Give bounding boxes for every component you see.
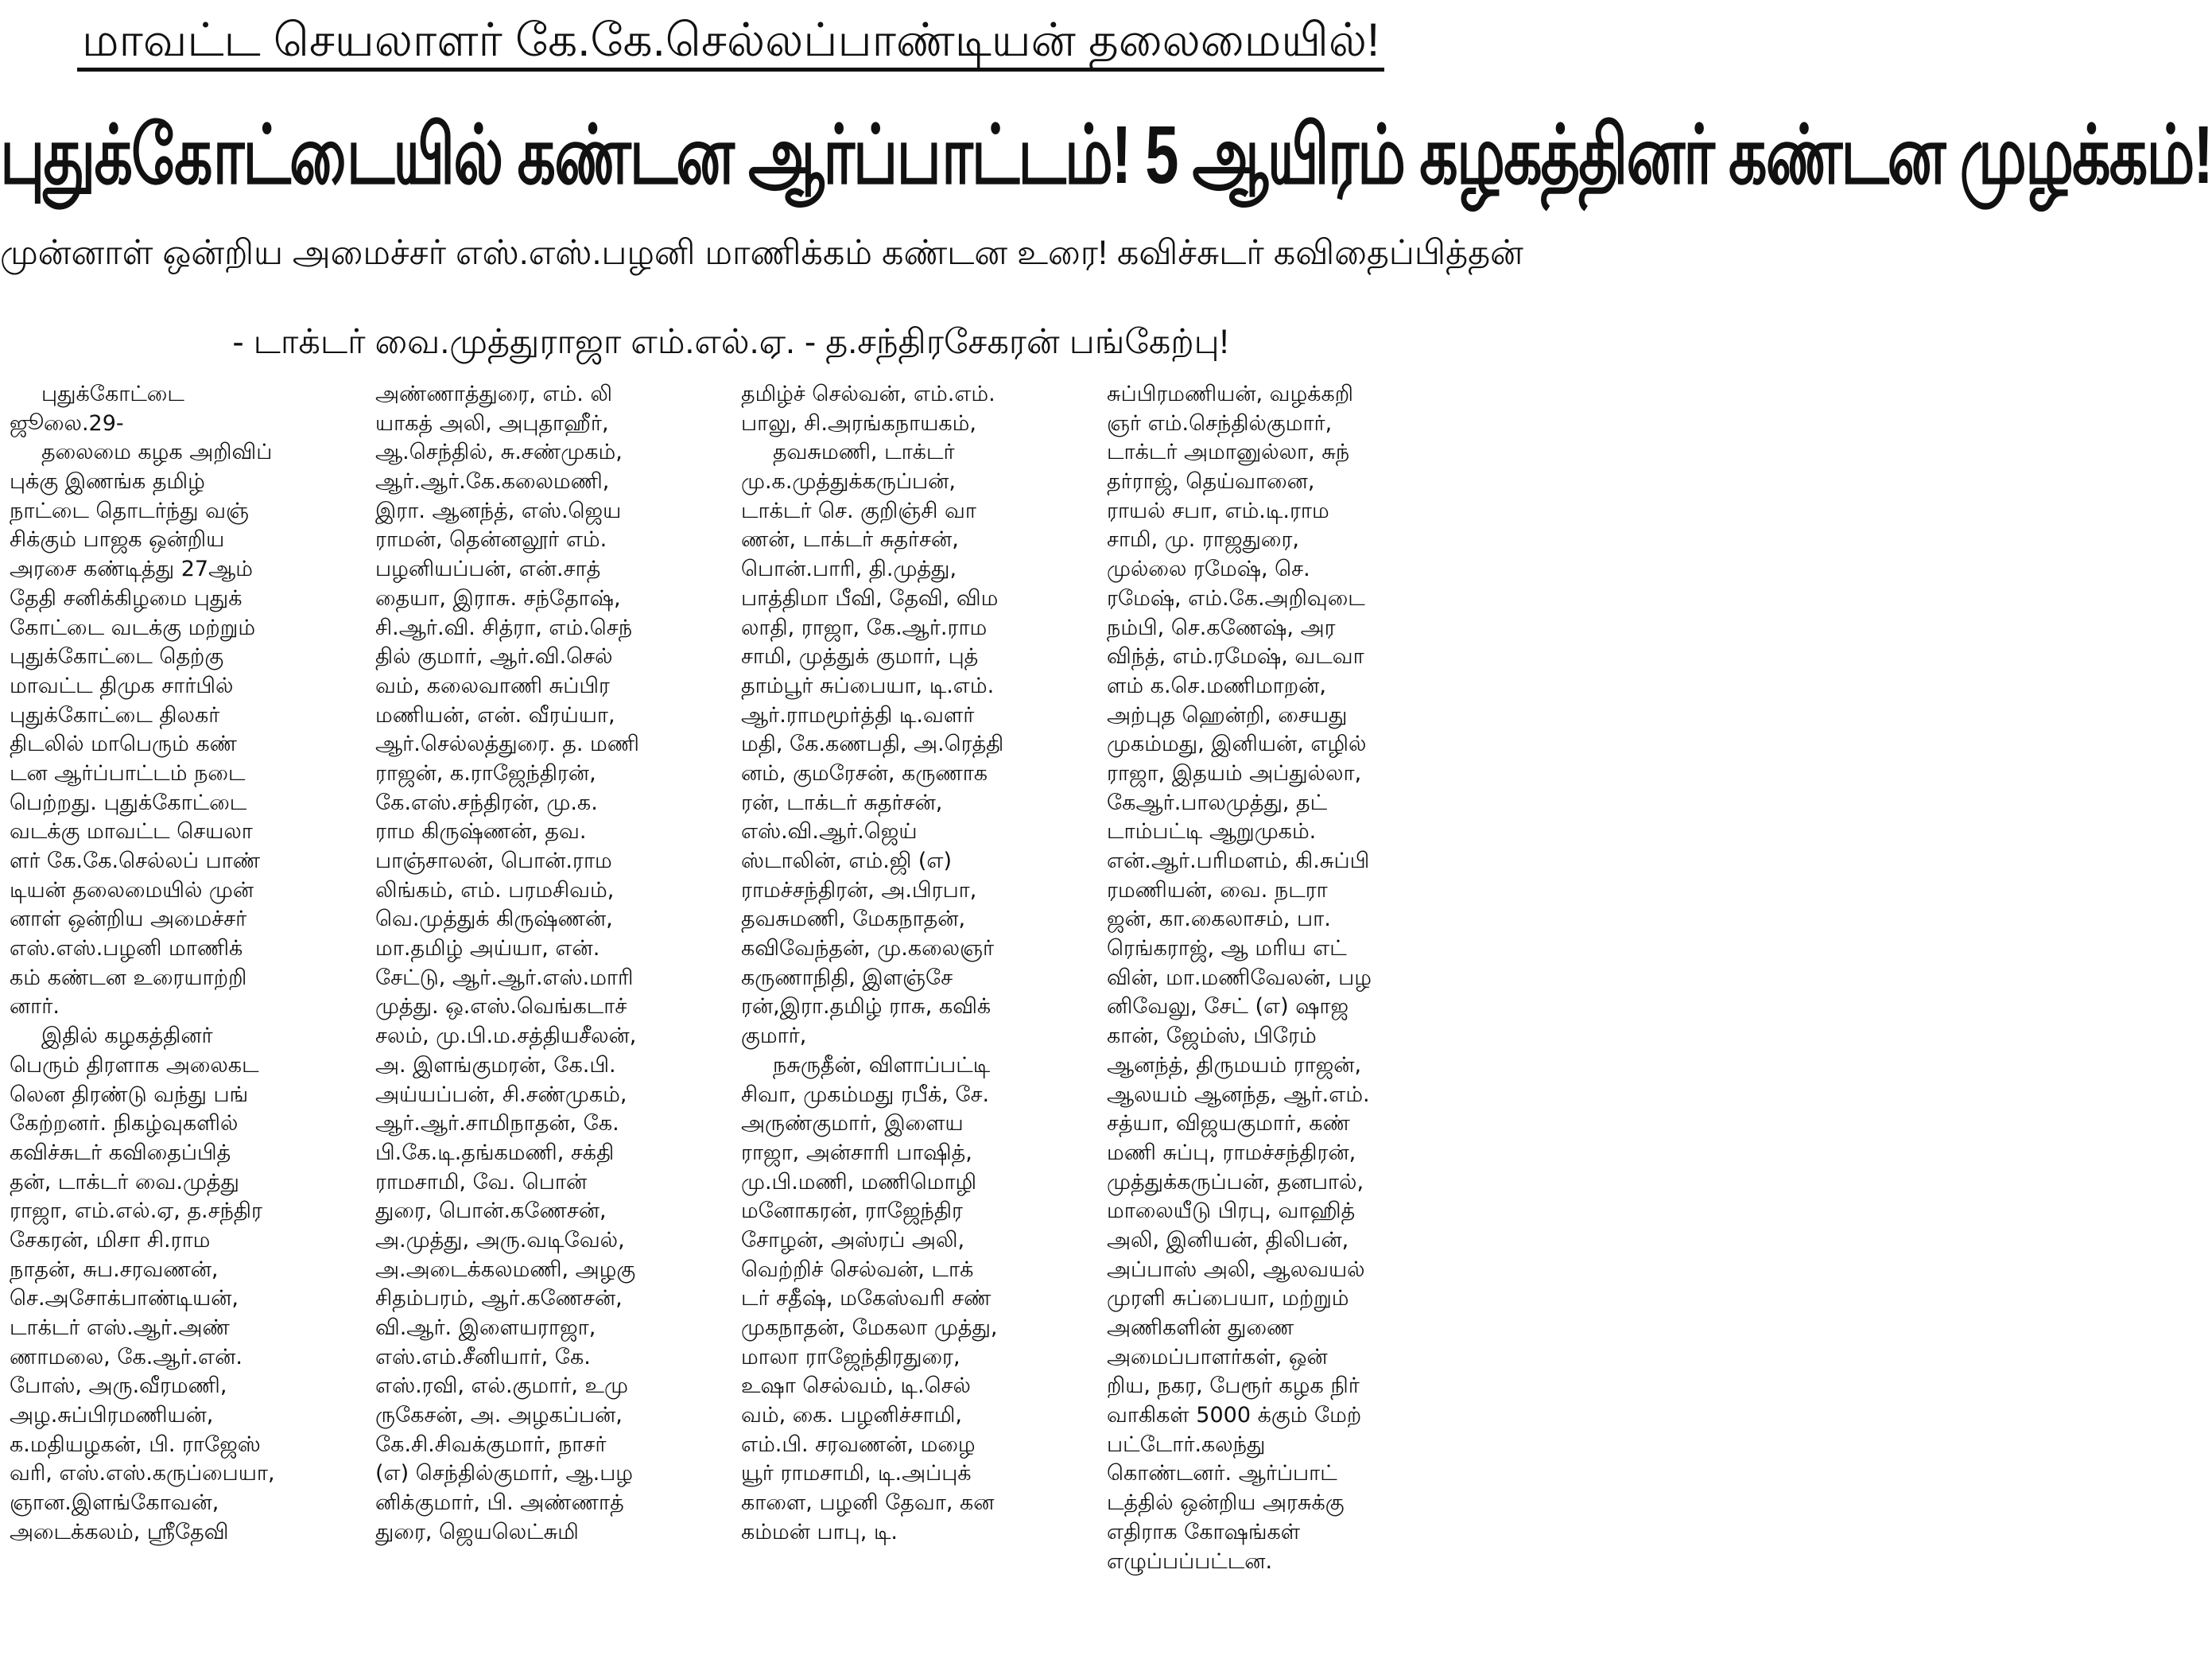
article-line: யாகத் அலி, அபுதாஹீர், — [375, 410, 609, 436]
article-body — [10, 380, 1453, 1653]
article-line: தர்ராஜ், தெய்வானை, — [1107, 469, 1315, 495]
article-line: கான், ஜேம்ஸ், பிரேம் — [1107, 1024, 1317, 1049]
article-line: கருணாநிதி, இளஞ்சே — [741, 965, 953, 990]
article-line: மாவட்ட திமுக சார்பில் — [10, 673, 234, 698]
article-line: உஷா செல்வம், டி.செல் — [741, 1373, 971, 1399]
article-line: புதுக்கோட்டை — [41, 382, 184, 406]
article-line: கே.சி.சிவக்குமார், நாசர் — [375, 1432, 607, 1457]
article-line: அற்புத ஹென்றி, சையது — [1107, 702, 1348, 728]
article-line: சிக்கும் பாஜக ஒன்றிய — [10, 527, 225, 553]
article-line: எதிராக கோஷங்கள் — [1107, 1519, 1301, 1544]
article-line: அலி, இனியன், திலிபன், — [1107, 1227, 1349, 1253]
article-line: மாலையீடு பிரபு, வாஹித் — [1107, 1199, 1356, 1224]
article-line: புதுக்கோட்டை தெற்கு — [10, 644, 224, 670]
article-line: ரெங்கராஜ், ஆ மரிய எட் — [1107, 936, 1347, 962]
article-line: சுப்பிரமணியன், வழக்கறி — [1107, 382, 1353, 406]
article-line: பெரும் திரளாக அலைகட — [10, 1052, 259, 1078]
article-line: அருண்குமார், இளைய — [741, 1111, 964, 1136]
article-line: இதில் கழகத்தினர் — [41, 1024, 213, 1049]
article-line: மு.பி.மணி, மணிமொழி — [741, 1169, 977, 1195]
article-line: சாமி, மு. ராஜதுரை, — [1107, 527, 1300, 553]
article-line: எஸ்.வி.ஆர்.ஜெய் — [741, 819, 918, 845]
article-line: ஆ.செந்தில், சு.சண்முகம், — [375, 440, 623, 465]
article-column-4 — [1107, 380, 1453, 1653]
article-line: வி.ஆர். இளையராஜா, — [375, 1315, 596, 1340]
article-line: முல்லை ரமேஷ், செ. — [1107, 557, 1310, 582]
article-line: கவிவேந்தன், மு.கலைஞர் — [741, 936, 995, 962]
article-line: துரை, பொன்.கணேசன், — [375, 1199, 607, 1224]
article-line: னார். — [10, 994, 60, 1020]
article-line: வின், மா.மணிவேலன், பழ — [1107, 965, 1372, 990]
article-line: டாக்டர் எஸ்.ஆர்.அண் — [10, 1315, 230, 1340]
article-line: க.மதியழகன், பி. ராஜேஸ் — [10, 1432, 261, 1457]
article-line: மதி, கே.கணபதி, அ.ரெத்தி — [741, 732, 1004, 757]
article-line: பி.கே.டி.தங்கமணி, சக்தி — [375, 1140, 615, 1165]
article-line: ஸ்டாலின், எம்.ஜி (எ) — [741, 849, 952, 873]
article-line: ரன், டாக்டர் சுதர்சன், — [741, 790, 943, 815]
article-line: டாக்டர் அமானுல்லா, சுந் — [1107, 440, 1350, 465]
article-line: வரி, எஸ்.எஸ்.கருப்பையா, — [10, 1461, 275, 1486]
article-line: அரசை கண்டித்து 27ஆம் — [10, 557, 253, 582]
article-line: ருகேசன், அ. அழகப்பன், — [375, 1403, 623, 1428]
article-line: பாத்திமா பீவி, தேவி, விம — [741, 585, 999, 611]
article-line: ராஜா, அன்சாரி பாஷித், — [741, 1140, 972, 1165]
article-line: னிக்குமார், பி. அண்ணாத் — [375, 1490, 624, 1516]
article-line: ஆர்.ஆர்.சாமிநாதன், கே. — [375, 1111, 619, 1136]
article-line: சோழன், அஸ்ரப் அலி, — [741, 1227, 965, 1253]
article-line: அடைக்கலம், ஸ்ரீதேவி — [10, 1519, 229, 1544]
article-line: தில் குமார், ஆர்.வி.செல் — [375, 644, 613, 670]
article-line: ஆர்.ஆர்.கே.கலைமணி, — [375, 469, 610, 495]
kicker-text: மாவட்ட செயலாளர் கே.கே.செல்லப்பாண்டியன் தலைமையில்! — [77, 14, 1384, 72]
article-line: நம்பி, செ.கணேஷ், அர — [1107, 615, 1336, 640]
article-line: ராஜா, இதயம் அப்துல்லா, — [1107, 760, 1362, 786]
article-line: ராமன், தென்னலூர் எம். — [375, 527, 607, 553]
article-line: அ.முத்து, அரு.வடிவேல், — [375, 1227, 625, 1253]
article-line: அண்ணாத்துரை, எம். லி — [375, 382, 612, 406]
article-line: டத்தில் ஒன்றிய அரசுக்கு — [1107, 1490, 1345, 1516]
article-line: லிங்கம், எம். பரமசிவம், — [375, 877, 615, 903]
article-line: தலைமை கழக அறிவிப் — [41, 440, 273, 465]
article-line: ரமணியன், வை. நடரா — [1107, 877, 1328, 903]
subheadline-2: - டாக்டர் வை.முத்துராஜா எம்.எல்.ஏ. - த.சந்திரசேகரன் பங்கேற்பு! — [232, 323, 1229, 361]
article-line: லாதி, ராஜா, கே.ஆர்.ராம — [741, 615, 988, 640]
article-line: னிவேலு, சேட் (எ) ஷாஜ — [1107, 994, 1349, 1020]
subheadline-1: முன்னாள் ஒன்றிய அமைச்சர் எஸ்.எஸ்.பழனி மாணிக்கம் கண்டன உரை! கவிச்சுடர் கவிதைப்பித்தன் — [0, 234, 1523, 272]
article-line: டியன் தலைமையில் முன் — [10, 877, 254, 903]
article-line: சிதம்பரம், ஆர்.கணேசன், — [375, 1286, 623, 1311]
article-line: சிவா, முகம்மது ரபீக், சே. — [741, 1082, 990, 1107]
article-line: ளர் கே.கே.செல்லப் பாண் — [10, 849, 261, 873]
article-line: டாம்பட்டி ஆறுமுகம். — [1107, 819, 1317, 845]
article-line: வெற்றிச் செல்வன், டாக் — [741, 1257, 974, 1282]
article-line: ஆர்.செல்லத்துரை. த. மணி — [375, 732, 639, 757]
article-line: பாஞ்சாலன், பொன்.ராம — [375, 849, 612, 873]
article-line: எஸ்.எம்.சீனியார், கே. — [375, 1344, 591, 1370]
article-line: ராஜா, எம்.எல்.ஏ, த.சந்திர — [10, 1199, 262, 1224]
article-line: எஸ்.ரவி, எல்.குமார், உமு — [375, 1373, 628, 1399]
article-line: மனோகரன், ராஜேந்திர — [741, 1199, 963, 1224]
article-line: சாமி, முத்துக் குமார், புத் — [741, 644, 979, 670]
article-line: ராமச்சந்திரன், அ.பிரபா, — [741, 877, 977, 903]
article-line: ஆர்.ராமமூர்த்தி டி.வளர் — [741, 702, 975, 728]
article-line: அமைப்பாளர்கள், ஒன் — [1107, 1344, 1328, 1370]
article-line: பட்டோர்.கலந்து — [1107, 1432, 1266, 1457]
article-line: கம் கண்டன உரையாற்றி — [10, 965, 247, 990]
article-line: சேகரன், மிசா சி.ராம — [10, 1227, 211, 1253]
article-line: எம்.பி. சரவணன், மழை — [741, 1432, 976, 1457]
article-line: புக்கு இணங்க தமிழ் — [10, 469, 205, 495]
article-line: முகநாதன், மேகலா முத்து, — [741, 1315, 998, 1340]
article-line: ராமசாமி, வே. பொன் — [375, 1169, 588, 1195]
article-line: எழுப்பப்பட்டன. — [1107, 1548, 1273, 1574]
article-line: வாகிகள் 5000 க்கும் மேற் — [1107, 1403, 1362, 1428]
article-line: எஸ்.எஸ்.பழனி மாணிக் — [10, 936, 243, 962]
article-line: நாட்டை தொடர்ந்து வஞ் — [10, 498, 250, 523]
article-line: ராம கிருஷ்ணன், தவ. — [375, 819, 587, 845]
article-line: காளை, பழனி தேவா, கன — [741, 1490, 995, 1516]
article-line: அப்பாஸ் அலி, ஆலவயல் — [1107, 1257, 1365, 1282]
article-line: என்.ஆர்.பரிமளம், கி.சுப்பி — [1107, 849, 1370, 873]
article-line: ஞர் எம்.செந்தில்குமார், — [1107, 410, 1333, 436]
article-line: நசுருதீன், விளாப்பட்டி — [773, 1052, 991, 1078]
article-line: லென திரண்டு வந்து பங் — [10, 1082, 249, 1107]
article-line: சலம், மு.பி.ம.சத்தியசீலன், — [375, 1024, 637, 1049]
article-line: கேற்றனர். நிகழ்வுகளில் — [10, 1111, 239, 1136]
article-line: நாதன், சுப.சரவணன், — [10, 1257, 219, 1282]
article-line: துரை, ஜெயலெட்சுமி — [375, 1519, 579, 1544]
article-line: மணி சுப்பு, ராமச்சந்திரன், — [1107, 1140, 1356, 1165]
article-line: கேஆர்.பாலமுத்து, தட் — [1107, 790, 1328, 815]
article-line: கொண்டனர். ஆர்ப்பாட் — [1107, 1461, 1337, 1486]
article-line: ஆனந்த், திருமயம் ராஜன், — [1107, 1052, 1362, 1078]
article-column-1 — [10, 380, 356, 1653]
article-line: முரளி சுப்பையா, மற்றும் — [1107, 1286, 1349, 1311]
article-line: ஞான.இளங்கோவன், — [10, 1490, 219, 1516]
article-line: திடலில் மாபெரும் கண் — [10, 732, 238, 757]
article-line: மு.க.முத்துக்கருப்பன், — [741, 469, 956, 495]
article-line: கவிச்சுடர் கவிதைப்பித் — [10, 1140, 231, 1165]
article-line: மணியன், என். வீரய்யா, — [375, 702, 615, 728]
article-line: னாள் ஒன்றிய அமைச்சர் — [10, 907, 247, 932]
article-line: ரமேஷ், எம்.கே.அறிவுடை — [1107, 585, 1365, 611]
article-line: ரன்,இரா.தமிழ் ராசு, கவிக் — [741, 994, 992, 1020]
article-line: ளம் க.செ.மணிமாறன், — [1107, 673, 1326, 698]
article-line: (எ) செந்தில்குமார், ஆ.பழ — [375, 1461, 634, 1486]
article-line: டாக்டர் செ. குறிஞ்சி வா — [741, 498, 976, 523]
article-line: தன், டாக்டர் வை.முத்து — [10, 1169, 239, 1195]
article-line: அழ.சுப்பிரமணியன், — [10, 1403, 214, 1428]
article-line: முத்து. ஒ.எஸ்.வெங்கடாச் — [375, 994, 627, 1020]
article-line: அ. இளங்குமரன், கே.பி. — [375, 1052, 616, 1078]
article-line: சத்யா, விஜயகுமார், கண் — [1107, 1111, 1350, 1136]
article-line: கம்மன் பாபு, டி. — [741, 1519, 898, 1544]
article-line: னம், குமரேசன், கருணாக — [741, 760, 988, 786]
article-line: தேதி சனிக்கிழமை புதுக் — [10, 585, 243, 611]
article-column-3 — [741, 380, 1088, 1653]
article-line: பொன்.பாரி, தி.முத்து, — [741, 557, 957, 582]
article-line: கோட்டை வடக்கு மற்றும் — [10, 615, 256, 640]
article-line: சேட்டு, ஆர்.ஆர்.எஸ்.மாரி — [375, 965, 634, 990]
article-column-2 — [375, 380, 722, 1653]
article-line: யூர் ராமசாமி, டி.அப்புக் — [741, 1461, 972, 1486]
article-line: டன ஆர்ப்பாட்டம் நடை — [10, 760, 246, 786]
article-line: விந்த், எம்.ரமேஷ், வடவா — [1107, 644, 1364, 670]
article-line: தாம்பூர் சுப்பையா, டி.எம். — [741, 673, 995, 698]
article-line: மாலா ராஜேந்திரதுரை, — [741, 1344, 960, 1370]
article-line: குமார், — [741, 1024, 807, 1049]
article-line: கே.எஸ்.சந்திரன், மு.க. — [375, 790, 598, 815]
article-line: போஸ், அரு.வீரமணி, — [10, 1373, 227, 1399]
article-line: அ.அடைக்கலமணி, அழகு — [375, 1257, 636, 1282]
article-line: வம், கலைவாணி சுப்பிர — [375, 673, 610, 698]
article-line: சி.ஆர்.வி. சித்ரா, எம்.செந் — [375, 615, 633, 640]
article-line: டர் சதீஷ், மகேஸ்வரி சண் — [741, 1286, 992, 1311]
article-line: ணன், டாக்டர் சுதர்சன், — [741, 527, 959, 553]
article-line: ணாமலை, கே.ஆர்.என். — [10, 1344, 243, 1370]
kicker-line — [0, 11, 1461, 70]
article-line: ஜூலை.29- — [10, 410, 124, 436]
article-line: அணிகளின் துணை — [1107, 1315, 1294, 1340]
article-line: ராஜன், க.ராஜேந்திரன், — [375, 760, 596, 786]
article-line: அய்யப்பன், சி.சண்முகம், — [375, 1082, 627, 1107]
article-line: தையா, இராசு. சந்தோஷ், — [375, 585, 621, 611]
article-line: தவசுமணி, டாக்டர் — [773, 440, 955, 465]
article-line: பழனியப்பன், என்.சாத் — [375, 557, 601, 582]
article-line: முகம்மது, இனியன், எழில் — [1107, 732, 1367, 757]
article-line: ஜன், கா.கைலாசம், பா. — [1107, 907, 1331, 932]
article-line: பாலு, சி.அரங்கநாயகம், — [741, 410, 976, 436]
headline: புதுக்கோட்டையில் கண்டன ஆர்ப்பாட்டம்! 5 ஆயிரம் கழகத்தினர் கண்டன முழக்கம்! — [0, 110, 2212, 201]
article-line: ஆலயம் ஆனந்த, ஆர்.எம். — [1107, 1082, 1370, 1107]
article-line: தமிழ்ச் செல்வன், எம்.எம். — [741, 382, 995, 406]
article-line: இரா. ஆனந்த், எஸ்.ஜெய — [375, 498, 622, 523]
article-line: மா.தமிழ் அய்யா, என். — [375, 936, 600, 962]
article-line: முத்துக்கருப்பன், தனபால், — [1107, 1169, 1364, 1195]
article-line: ராயல் சபா, எம்.டி.ராம — [1107, 498, 1329, 523]
article-line: பெற்றது. புதுக்கோட்டை — [10, 790, 247, 815]
article-line: வெ.முத்துக் கிருஷ்ணன், — [375, 907, 613, 932]
article-line: தவசுமணி, மேகநாதன், — [741, 907, 966, 932]
article-line: வம், கை. பழனிச்சாமி, — [741, 1403, 963, 1428]
article-line: செ.அசோக்பாண்டியன், — [10, 1286, 239, 1311]
article-line: வடக்கு மாவட்ட செயலா — [10, 819, 253, 845]
article-line: புதுக்கோட்டை திலகர் — [10, 702, 220, 728]
article-line: றிய, நகர, பேரூர் கழக நிர் — [1107, 1373, 1360, 1399]
